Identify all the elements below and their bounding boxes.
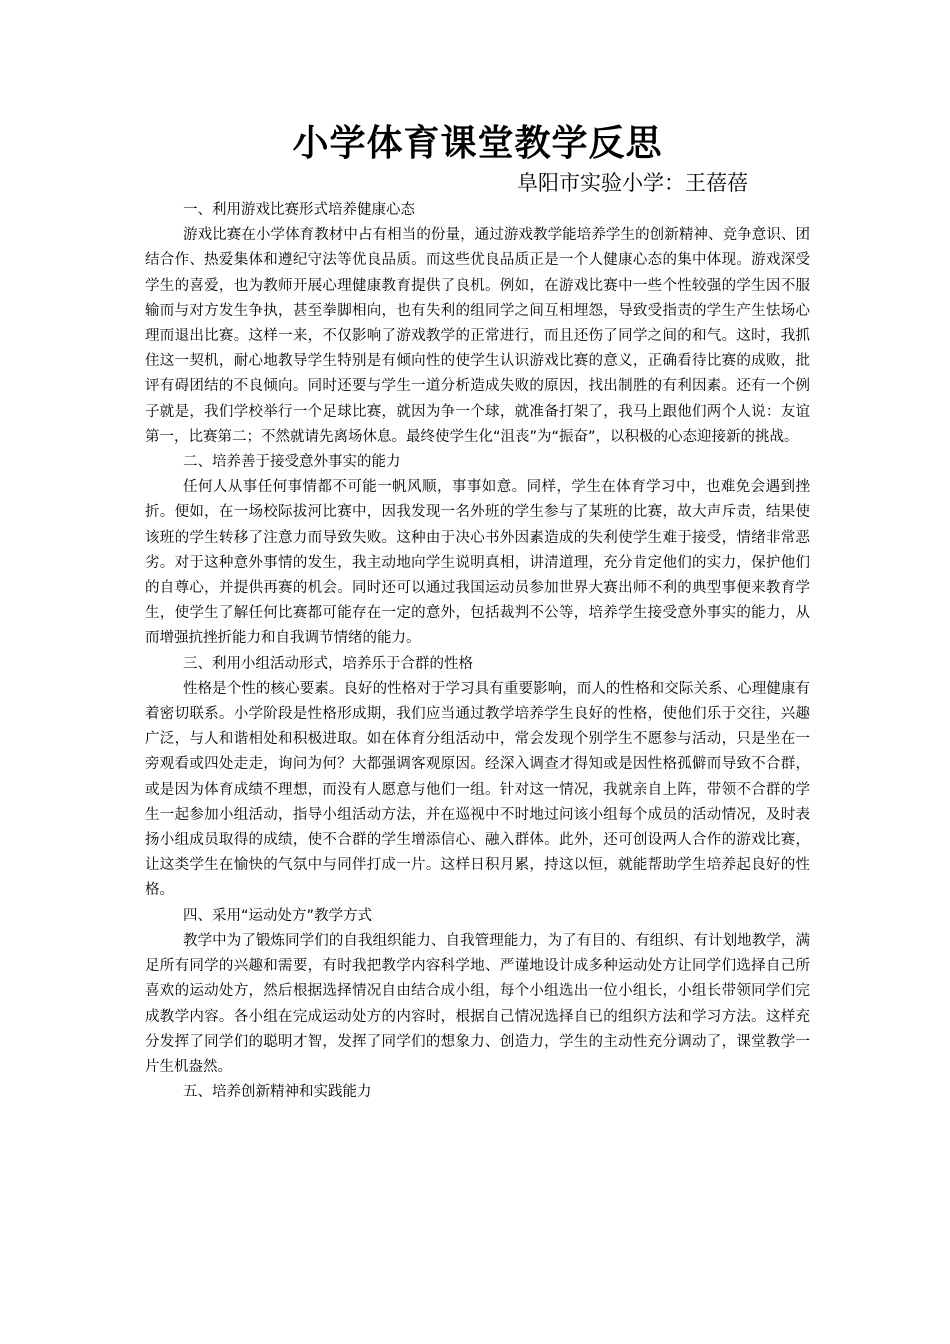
section-paragraph: 任何人从事任何事情都不可能一帆风顺，事事如意。同样，学生在体育学习中，也难免会遇到挫折。便如，在一场校际拔河比赛中，因我发现一名外班的学生参与了某班的比赛，故大声斥责，结果使该班的学生转移了注意力而导致失败。这种由于决心书外因素造成的失利使学生难于接受，情绪非常恶劣。对于这种意外事情的发生，我主动地向学生说明真相，讲清道理，充分肯定他们的实力，保护他们的自尊心，并提供再赛的机会。同时还可以通过我国运动员参加世界大赛出师不利的典型事便来教育学生，使学生了解任何比赛都可能存在一定的意外，包括裁判不公等，培养学生接受意外事实的能力，从而增强抗挫折能力和自我调节情绪的能力。	[145, 479, 810, 647]
section-heading: 二、培养善于接受意外事实的能力	[183, 454, 401, 471]
section-3	[145, 652, 810, 904]
document-author: 阜阳市实验小学：王蓓蓓	[517, 171, 748, 195]
section-heading: 一、利用游戏比赛形式培养健康心态	[183, 202, 415, 218]
section-2	[145, 450, 810, 652]
section-1	[145, 198, 810, 450]
section-5	[145, 1080, 810, 1105]
section-4	[145, 904, 810, 1080]
section-heading: 五、培养创新精神和实践能力	[183, 1084, 372, 1101]
section-paragraph: 游戏比赛在小学体育教材中占有相当的份量，通过游戏教学能培养学生的创新精神、竞争意识、团结合作、热爱集体和遵纪守法等优良品质。而这些优良品质正是一个人健康心态的集中体现。游戏深受学生的喜爱，也为教师开展心理健康教育提供了良机。例如，在游戏比赛中一些个性较强的学生因不服输而与对方发生争执，甚至拳脚相向，也有失利的组同学之间互相埋怨，导致受指责的学生产生怯场心理而退出比赛。这样一来，不仅影响了游戏教学的正常进行，而且还伤了同学之间的和气。这时，我抓住这一契机，耐心地教导学生特别是有倾向性的使学生认识游戏比赛的意义，正确看待比赛的成败，批评有碍团结的不良倾向。同时还要与学生一道分析造成失败的原因，找出制胜的有利因素。还有一个例子就是，我们学校举行一个足球比赛，就因为争一个球，就准备打架了，我马上跟他们两个人说：友谊第一，比赛第二；不然就请先离场休息。最终使学生化“沮丧”为“振奋”，以积极的心态迎接新的挑战。	[145, 227, 810, 445]
section-paragraph: 性格是个性的核心要素。良好的性格对于学习具有重要影响，而人的性格和交际关系、心理健康有着密切联系。小学阶段是性格形成期，我们应当通过教学培养学生良好的性格，使他们乐于交往，兴趣广泛，与人和谐相处和积极进取。如在体育分组活动中，常会发现个别学生不愿参与活动，只是坐在一旁观看或四处走走，询问为何？大都强调客观原因。经深入调查才得知或是因性格孤僻而导致不合群，或是因为体育成绩不理想，而没有人愿意与他们一组。针对这一情况，我就亲自上阵，带领不合群的学生一起参加小组活动，指导小组活动方法，并在巡视中不时地过问该小组每个成员的活动情况，及时表扬小组成员取得的成绩，使不合群的学生增添信心、融入群体。此外，还可创设两人合作的游戏比赛，让这类学生在愉快的气氛中与同伴打成一片。这样日积月累，持这以恒，就能帮助学生培养起良好的性格。	[145, 680, 810, 899]
document-title: 小学体育课堂教学反思	[292, 122, 663, 164]
section-paragraph: 教学中为了锻炼同学们的自我组织能力、自我管理能力，为了有目的、有组织、有计划地教学，满足所有同学的兴趣和需要，有时我把教学内容科学地、严谨地设计成多种运动处方让同学们选择自己所喜欢的运动处方，然后根据选择情况自由结合成小组，每个小组选出一位小组长，小组长带领同学们完成教学内容。各小组在完成运动处方的内容时，根据自己情况选择自已的组织方法和学习方法。这样充分发挥了同学们的聪明才智，发挥了同学们的想象力、创造力，学生的主动性充分调动了，课堂教学一片生机盎然。	[145, 932, 810, 1075]
document-page	[145, 118, 810, 1105]
section-heading: 三、利用小组活动形式，培养乐于合群的性格	[183, 655, 473, 672]
section-heading: 四、采用“运动处方”教学方式	[183, 907, 373, 924]
